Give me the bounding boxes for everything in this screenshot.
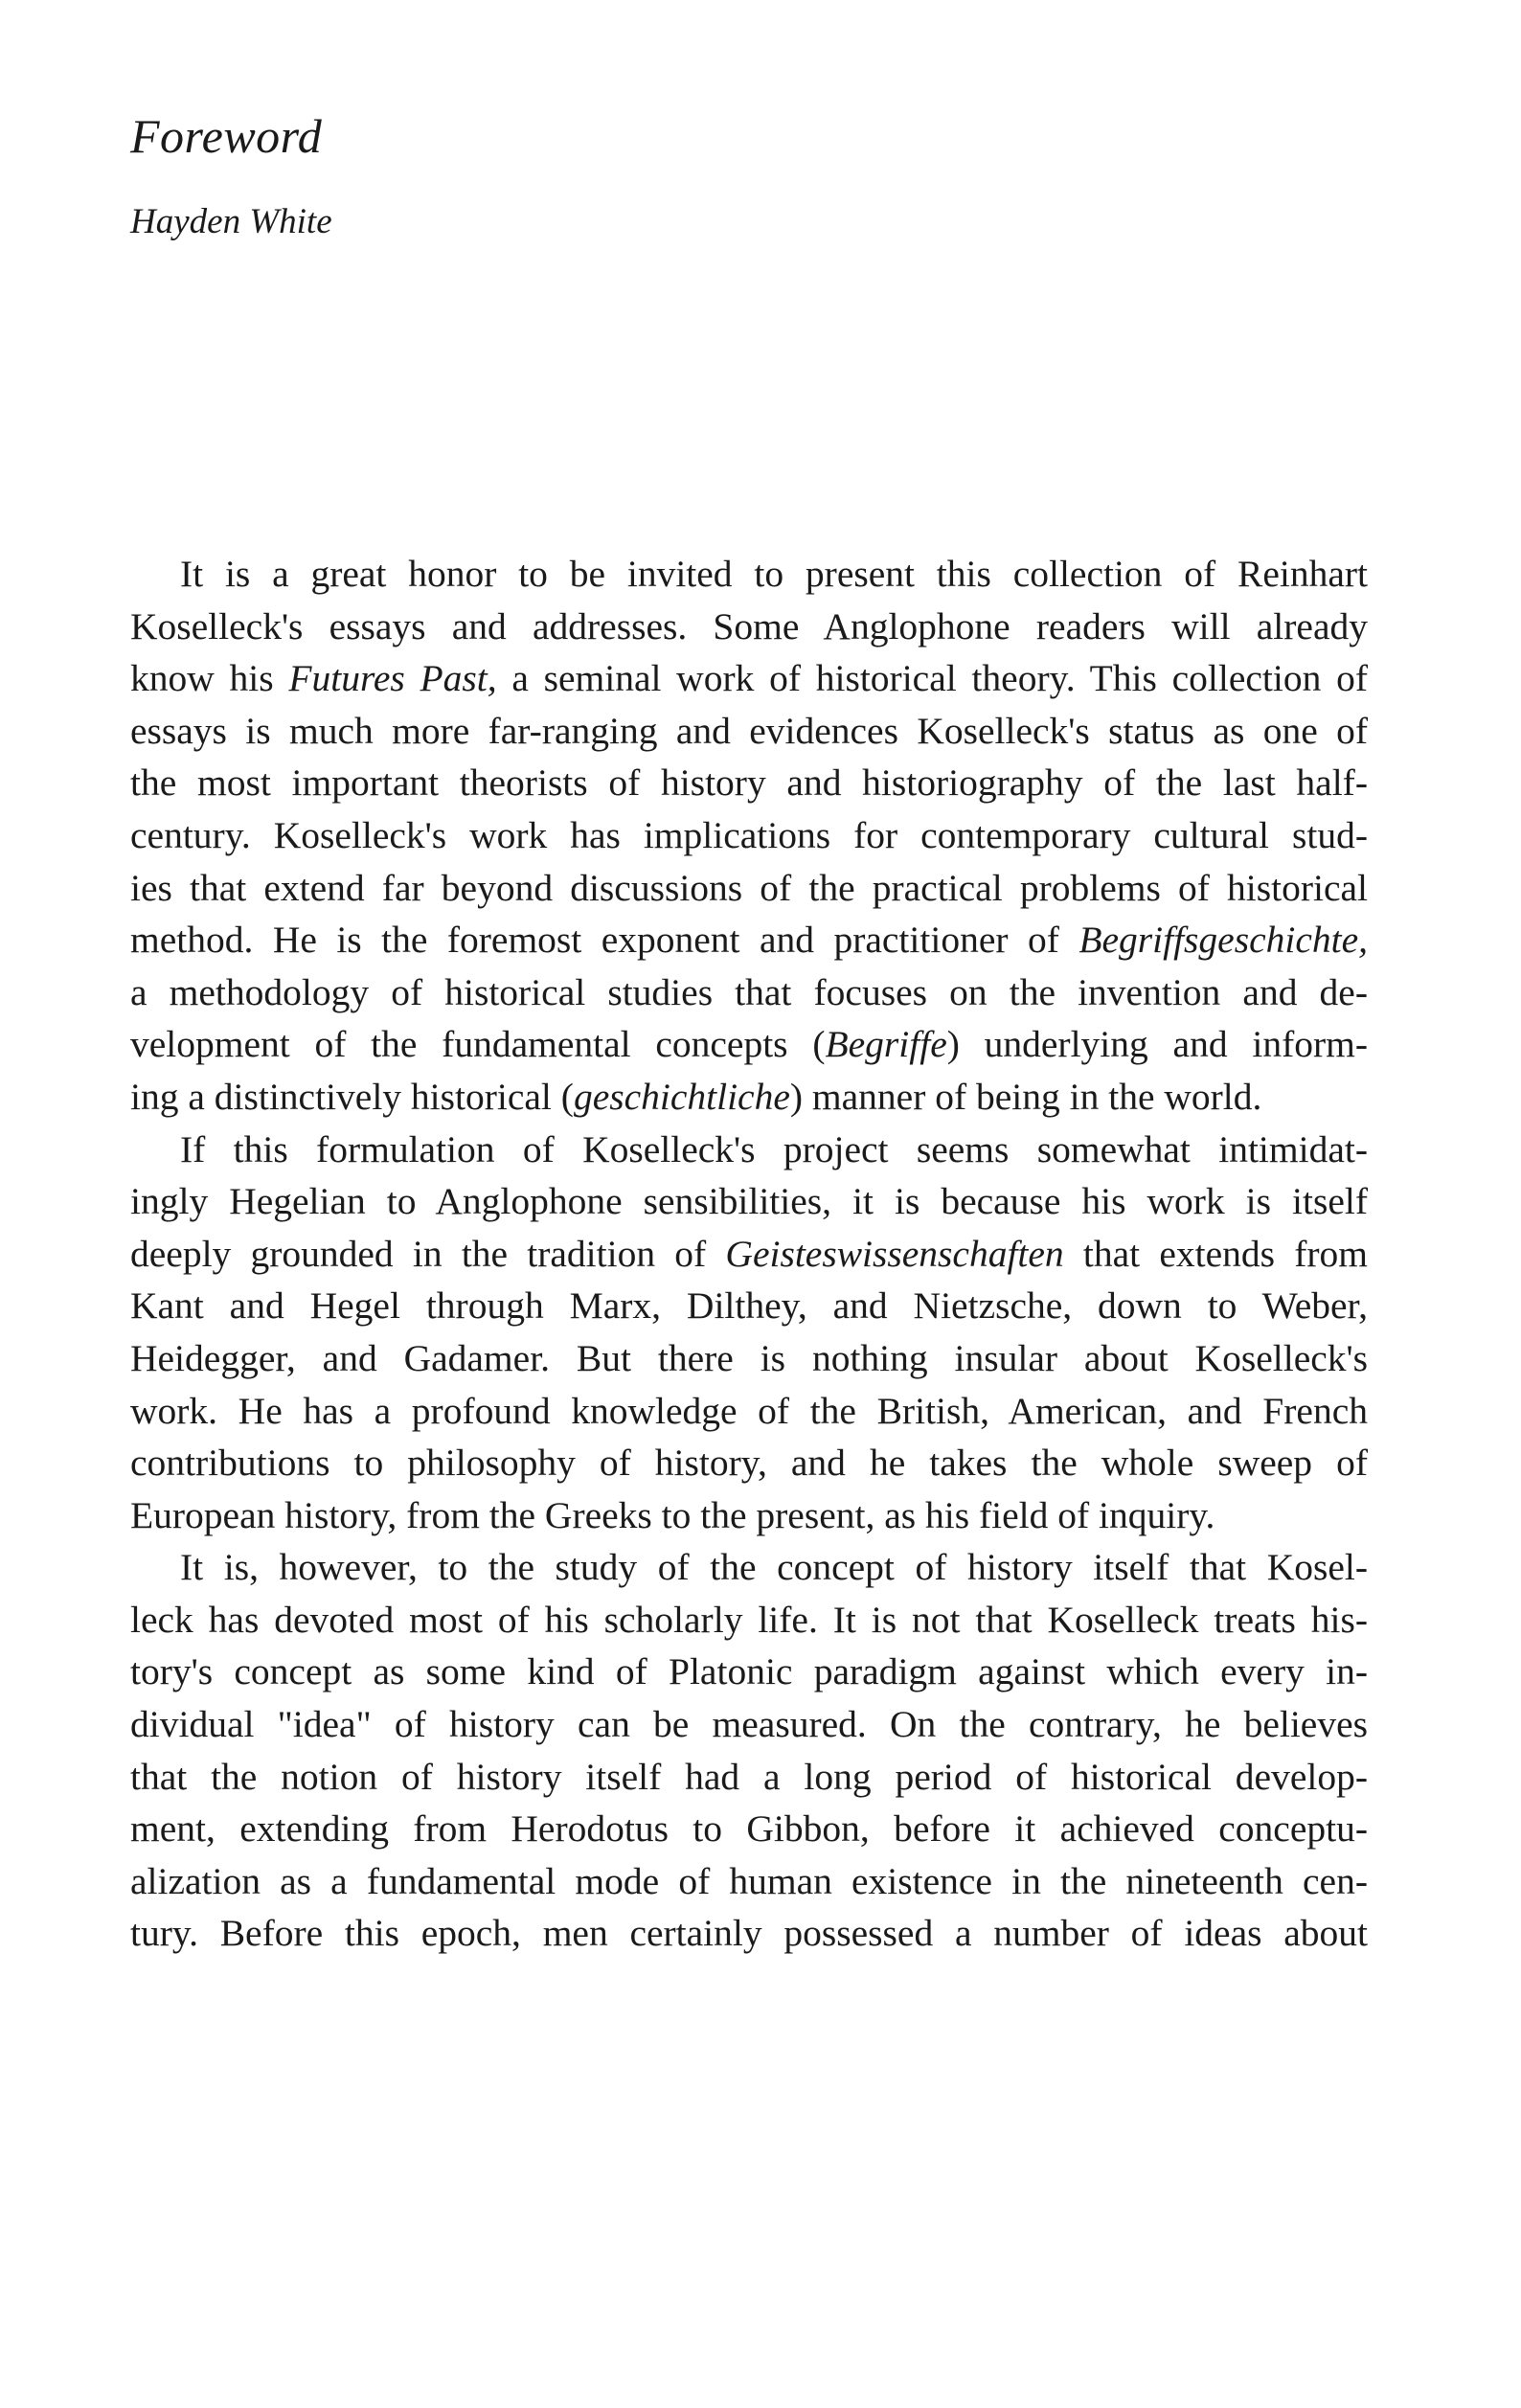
text-line: tory's concept as some kind of Platonic paradigm against which every in- [130,1650,1368,1693]
text-line: leck has devoted most of his scholarly life. It is not that Koselleck treats his- [130,1598,1368,1641]
text-line: deeply grounded in the tradition of Geisteswissenschaften that extends from [130,1232,1368,1275]
chapter-heading: Foreword [130,109,323,163]
text-line: European history, from the Greeks to the present, as his field of inquiry. [130,1493,1215,1536]
text-line: that the notion of history itself had a long period of historical develop- [130,1755,1368,1798]
text-line: alization as a fundamental mode of human existence in the nineteenth cen- [130,1859,1368,1902]
text-line: Koselleck's essays and addresses. Some Anglophone readers will already [130,604,1368,647]
text-line: work. He has a profound knowledge of the British, American, and French [130,1389,1368,1432]
text-line: dividual "idea" of history can be measured. On the contrary, he believes [130,1703,1368,1746]
body-text [130,548,1368,1960]
text-line: essays is much more far-ranging and evidences Koselleck's status as one of [130,709,1368,752]
text-line: ing a distinctively historical (geschichtliche) manner of being in the world. [130,1075,1262,1118]
text-line: ingly Hegelian to Anglophone sensibilities, it is because his work is itself [130,1180,1368,1223]
text-line: know his Futures Past, a seminal work of historical theory. This collection of [130,657,1369,700]
text-line: Kant and Hegel through Marx, Dilthey, and Nietzsche, down to Weber, [130,1284,1368,1328]
author-name: Hayden White [130,202,332,241]
text-line: contributions to philosophy of history, and he takes the whole sweep of [130,1442,1368,1485]
text-line: century. Koselleck's work has implications for contemporary cultural stud- [130,813,1368,856]
text-line: the most important theorists of history and historiography of the last half- [130,761,1368,805]
text-line: velopment of the fundamental concepts (Begriffe) underlying and inform- [130,1023,1368,1066]
text-line: a methodology of historical studies that focuses on the invention and de- [130,970,1368,1013]
text-line: method. He is the foremost exponent and practitioner of Begriffsgeschichte, [130,919,1368,962]
text-line: If this formulation of Koselleck's project seems somewhat intimidat- [180,1127,1368,1170]
text-line: ies that extend far beyond discussions of the practical problems of historical [130,866,1368,909]
text-line: ment, extending from Herodotus to Gibbon, before it achieved conceptu- [130,1807,1368,1851]
text-line: tury. Before this epoch, men certainly possessed a number of ideas about [130,1912,1368,1955]
text-line: It is a great honor to be invited to present this collection of Reinhart [180,553,1368,595]
text-line: It is, however, to the study of the concept of history itself that Kosel- [180,1546,1368,1589]
text-line: Heidegger, and Gadamer. But there is nothing insular about Koselleck's [130,1336,1368,1379]
